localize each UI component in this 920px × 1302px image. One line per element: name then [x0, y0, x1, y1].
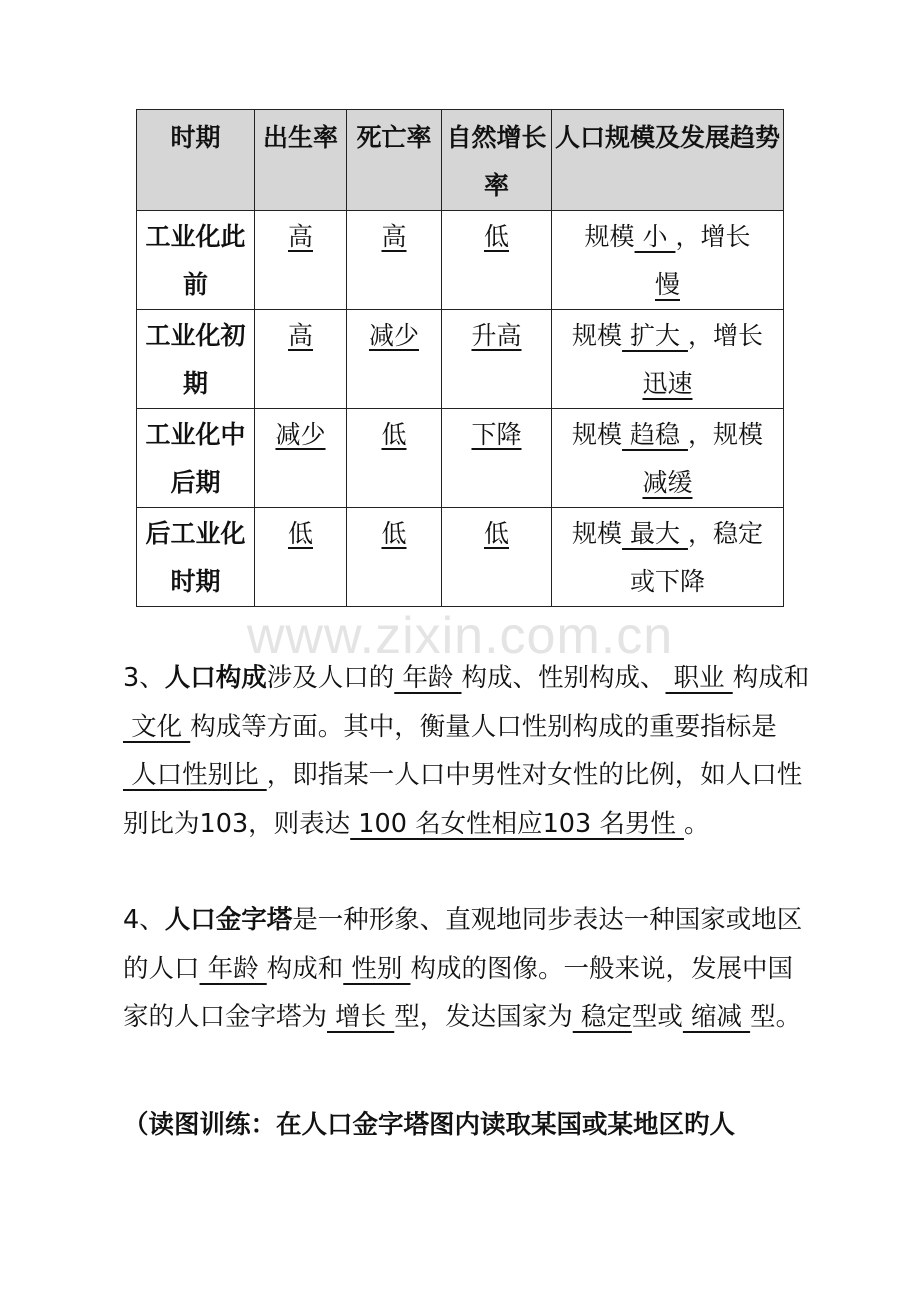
table-row — [137, 409, 784, 508]
answer-blank: 年龄 — [394, 663, 462, 693]
population-stage-table — [136, 109, 784, 607]
death-rate-cell: 高 — [381, 222, 407, 251]
answer-blank: 缩减 — [682, 1002, 751, 1032]
answer-blank: 文化 — [123, 711, 191, 742]
death-rate-cell: 低 — [381, 420, 407, 449]
growth-rate-cell: 低 — [483, 222, 509, 251]
table-row — [137, 508, 784, 607]
period-cell: 后工业化时期 — [137, 508, 255, 607]
answer-blank: 职业 — [665, 663, 733, 693]
table-row — [137, 310, 784, 409]
term-population-composition: 人口构成 — [164, 663, 267, 693]
answer-blank: 性别 — [343, 953, 411, 984]
trend-cell: 规模 小 ，增长 慢 — [552, 211, 784, 310]
birth-rate-cell: 高 — [287, 222, 313, 251]
death-rate-cell: 低 — [381, 519, 407, 548]
header-growth-rate: 自然增长率 — [442, 110, 552, 211]
birth-rate-cell: 低 — [287, 519, 313, 548]
header-period: 时期 — [137, 110, 255, 211]
growth-rate-cell: 升高 — [471, 321, 522, 350]
header-trend: 人口规模及发展趋势 — [552, 110, 784, 211]
paragraph-population-pyramid: 4、人口金字塔是一种形象、直观地同步表达一种国家或地区的人口 年龄 构成和 性别 构成的图像。一般来说，发展中国家的人口金字塔为 增长 型，发达国家为 稳定型或 缩减 型。 — [123, 905, 803, 1032]
growth-rate-cell: 低 — [483, 519, 509, 548]
paragraph-population-composition: 3、人口构成涉及人口的 年龄 构成、性别构成、 职业 构成和 文化 构成等方面。其中，衡量人口性别构成的重要指标是 人口性别比 ，即指某一人口中男性对女性的比例，如人口性别比为103，则表达 100 名女性相应103 名男性 。 — [123, 663, 810, 839]
reading-exercise-line: （读图训练：在人口金字塔图内读取某国或某地区旳人 — [123, 1111, 736, 1139]
header-death-rate: 死亡率 — [347, 110, 442, 211]
growth-rate-cell: 下降 — [471, 420, 522, 449]
trend-cell: 规模 最大 ，稳定 或下降 — [552, 508, 784, 607]
watermark: www.zixin.com.cn — [246, 607, 674, 665]
table-header-row — [137, 110, 784, 211]
trend-cell: 规模 趋稳 ，规模 减缓 — [552, 409, 784, 508]
birth-rate-cell: 减少 — [275, 420, 326, 449]
answer-blank: 增长 — [327, 1002, 395, 1032]
answer-blank: 人口性别比 — [123, 760, 267, 790]
header-birth-rate: 出生率 — [255, 110, 347, 211]
period-cell: 工业化此前 — [137, 211, 255, 310]
answer-blank: 稳定 — [572, 1002, 632, 1032]
period-cell: 工业化中后期 — [137, 409, 255, 508]
answer-blank: 100 名女性相应103 名男性 — [350, 808, 684, 839]
death-rate-cell: 减少 — [368, 321, 419, 350]
period-cell: 工业化初期 — [137, 310, 255, 409]
trend-cell: 规模 扩大 ，增长 迅速 — [552, 310, 784, 409]
answer-blank: 年龄 — [199, 953, 267, 984]
table-row — [137, 211, 784, 310]
birth-rate-cell: 高 — [287, 321, 313, 350]
term-population-pyramid: 人口金字塔 — [164, 905, 293, 935]
